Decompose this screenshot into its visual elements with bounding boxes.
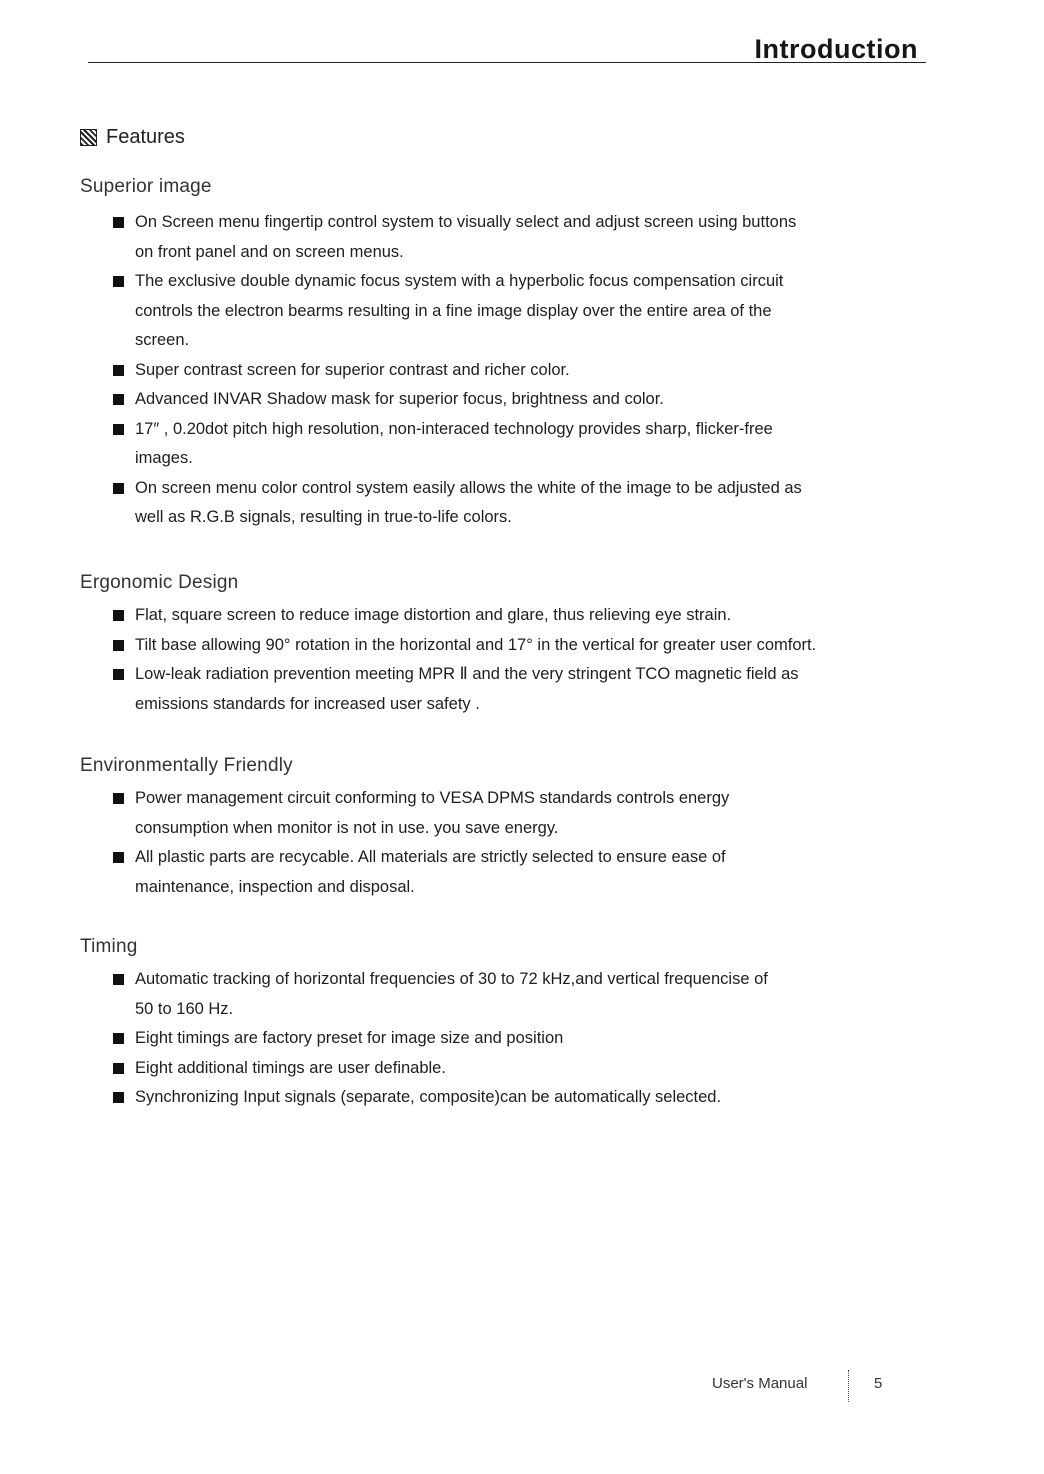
square-bullet-icon xyxy=(113,640,124,651)
environmentally-friendly-list xyxy=(113,784,913,902)
square-bullet-icon xyxy=(113,852,124,863)
section-title-superior-image: Superior image xyxy=(80,176,212,197)
square-bullet-icon xyxy=(113,1033,124,1044)
list-item-line: controls the electron bearms resulting in a fine image display over the entire area of the xyxy=(135,301,772,320)
list-item-line: Tilt base allowing 90° rotation in the horizontal and 17° in the vertical for greater user comfort. xyxy=(135,635,817,654)
list-item-line: Power management circuit conforming to VESA DPMS standards controls energy xyxy=(135,789,730,807)
list-item-line: Automatic tracking of horizontal frequencies of 30 to 72 kHz,and vertical frequencise of xyxy=(135,970,768,988)
footer-manual-label: User's Manual xyxy=(712,1375,808,1392)
list-item xyxy=(113,1054,913,1084)
footer-divider xyxy=(848,1370,849,1402)
square-bullet-icon xyxy=(113,394,124,405)
list-item xyxy=(113,267,913,356)
ergonomic-design-list xyxy=(113,601,923,719)
square-bullet-icon xyxy=(113,974,124,985)
list-item-line: On Screen menu fingertip control system to visually select and adjust screen using buttons xyxy=(135,213,797,231)
square-bullet-icon xyxy=(113,1092,124,1103)
list-item xyxy=(113,601,923,631)
list-item xyxy=(113,843,913,902)
list-item-line: maintenance, inspection and disposal. xyxy=(135,877,415,896)
section-title-ergonomic-design: Ergonomic Design xyxy=(80,572,239,593)
list-item-line: 50 to 160 Hz. xyxy=(135,999,234,1018)
timing-list xyxy=(113,965,913,1113)
list-item xyxy=(113,660,923,719)
list-item-line: emissions standards for increased user safety . xyxy=(135,694,480,713)
square-bullet-icon xyxy=(113,483,124,494)
list-item xyxy=(113,208,913,267)
list-item xyxy=(113,1024,913,1054)
square-bullet-icon xyxy=(113,217,124,228)
list-item xyxy=(113,474,913,533)
list-item-line: On screen menu color control system easily allows the white of the image to be adjusted as xyxy=(135,478,802,497)
features-heading xyxy=(80,126,185,149)
list-item-line: All plastic parts are recycable. All materials are strictly selected to ensure ease of xyxy=(135,848,726,866)
list-item-line: Eight additional timings are user definable. xyxy=(135,1058,446,1077)
hatched-square-icon xyxy=(80,129,97,146)
square-bullet-icon xyxy=(113,793,124,804)
page-header-title: Introduction xyxy=(754,34,918,64)
list-item-line: Flat, square screen to reduce image distortion and glare, thus relieving eye strain. xyxy=(135,606,732,624)
list-item-line: screen. xyxy=(135,331,190,349)
list-item xyxy=(113,385,913,415)
list-item-line: 17″ , 0.20dot pitch high resolution, non-interaced technology provides sharp, flicker-free xyxy=(135,419,773,438)
list-item xyxy=(113,965,913,1024)
square-bullet-icon xyxy=(113,610,124,621)
list-item-line: on front panel and on screen menus. xyxy=(135,242,404,261)
square-bullet-icon xyxy=(113,424,124,435)
list-item-line: consumption when monitor is not in use. you save energy. xyxy=(135,818,559,837)
list-item xyxy=(113,631,923,661)
section-title-timing: Timing xyxy=(80,936,138,957)
list-item-line: well as R.G.B signals, resulting in true-to-life colors. xyxy=(135,508,512,526)
list-item xyxy=(113,356,913,386)
section-title-environmentally-friendly: Environmentally Friendly xyxy=(80,755,293,776)
square-bullet-icon xyxy=(113,365,124,376)
list-item-line: Eight timings are factory preset for image size and position xyxy=(135,1029,564,1047)
square-bullet-icon xyxy=(113,276,124,287)
list-item-line: The exclusive double dynamic focus system with a hyperbolic focus compensation circuit xyxy=(135,272,784,290)
list-item xyxy=(113,415,913,474)
list-item-line: Synchronizing Input signals (separate, composite)can be automatically selected. xyxy=(135,1088,722,1106)
list-item-line: Super contrast screen for superior contrast and richer color. xyxy=(135,360,570,379)
list-item xyxy=(113,1083,913,1113)
list-item xyxy=(113,784,913,843)
square-bullet-icon xyxy=(113,669,124,680)
features-heading-label: Features xyxy=(106,126,185,148)
list-item-line: Low-leak radiation prevention meeting MPR Ⅱ and the very stringent TCO magnetic field as xyxy=(135,665,799,683)
list-item-line: Advanced INVAR Shadow mask for superior focus, brightness and color. xyxy=(135,390,664,408)
list-item-line: images. xyxy=(135,449,193,467)
page-number: 5 xyxy=(874,1375,883,1392)
square-bullet-icon xyxy=(113,1063,124,1074)
superior-image-list xyxy=(113,208,913,533)
